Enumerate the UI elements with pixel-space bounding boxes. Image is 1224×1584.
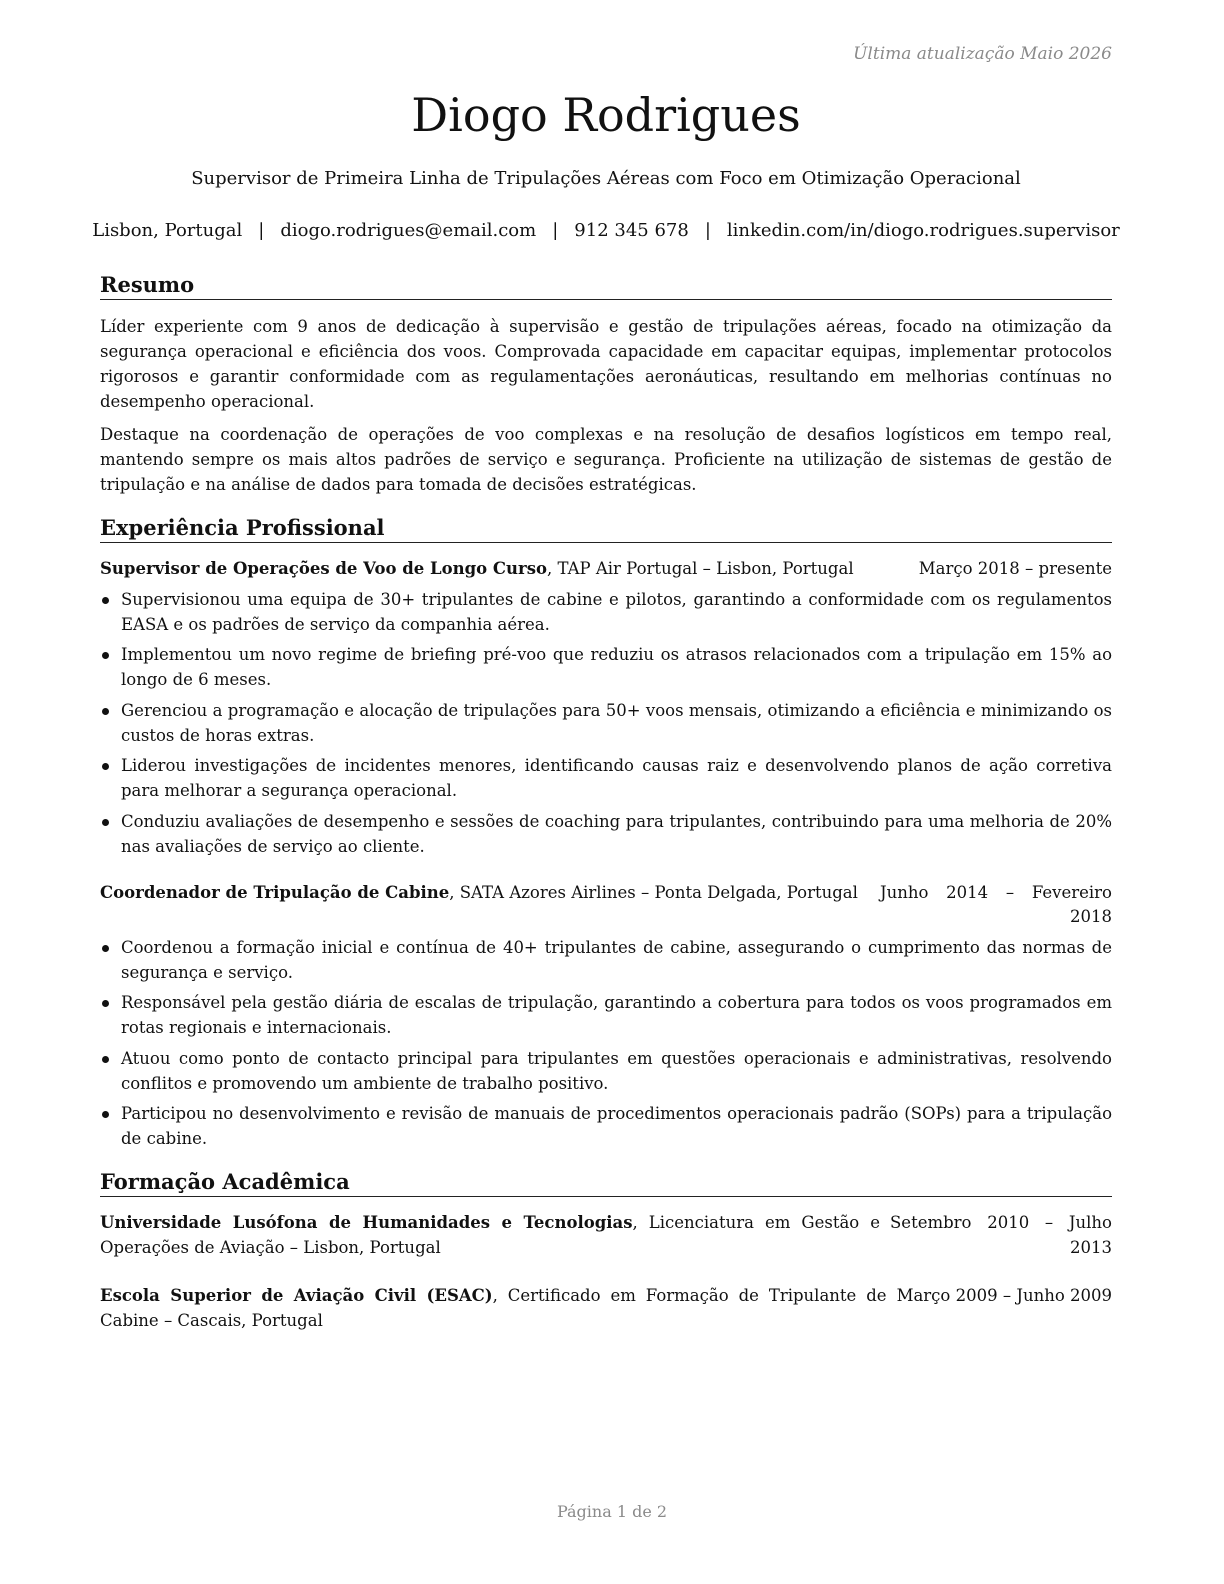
bullet-item: Liderou investigações de incidentes menores, identificando causas raiz e desenvolvendo planos de ação corretiva para melhorar a segurança operacional. — [100, 753, 1112, 803]
education-entry — [100, 1211, 1112, 1260]
bullet-item: Participou no desenvolvimento e revisão de manuais de procedimentos operacionais padrão (SOPs) para a tripulação de cabine. — [100, 1101, 1112, 1151]
job-bullets — [100, 935, 1112, 1152]
bullet-icon — [102, 1000, 109, 1007]
job-bullets — [100, 587, 1112, 859]
page-number: Página 1 de 2 — [556, 1502, 668, 1521]
section-title-experience: Experiência Profissional — [100, 515, 1112, 543]
job-dates: Março 2018 – presente — [918, 559, 1112, 578]
job-title: Coordenador de Tripulação de Cabine — [100, 882, 450, 902]
bullet-item: Responsável pela gestão diária de escalas de tripulação, garantindo a cobertura para todos os voos programados em rotas regionais e internacionais. — [100, 990, 1112, 1040]
education-detail: , Certificado em Formação de Tripulante de Cabine – Cascais, Portugal — [100, 1286, 887, 1330]
institution-name: Universidade Lusófona de Humanidades e Tecnologias — [100, 1213, 633, 1232]
job-company: , SATA Azores Airlines – Ponta Delgada, Portugal — [449, 882, 858, 902]
bullet-icon — [102, 708, 109, 715]
job-title: Supervisor de Operações de Voo de Longo Curso — [100, 559, 547, 578]
summary-paragraph: Destaque na coordenação de operações de voo complexas e na resolução de desafios logísticos em tempo real, mantendo sempre os mais altos padrões de serviço e segurança. Proficiente na utilização de sistemas de gestão de tripulação e na análise de dados para tomada de decisões estratégicas. — [100, 425, 1112, 494]
bullet-item: Coordenou a formação inicial e contínua de 40+ tripulantes de cabine, assegurando o cumprimento das normas de segurança e serviço. — [100, 935, 1112, 985]
contact-separator: | — [258, 220, 265, 241]
last-updated: Última atualização Maio 2026 — [853, 44, 1112, 64]
contact-separator: | — [552, 220, 559, 241]
bullet-icon — [102, 1056, 109, 1063]
resume-page — [92, 0, 1120, 1584]
summary-section — [100, 272, 1112, 497]
job-entry — [100, 881, 1112, 1152]
education-detail: , Licenciatura em Gestão e Operações de Aviação – Lisbon, Portugal — [100, 1213, 881, 1257]
job-company: , TAP Air Portugal – Lisbon, Portugal — [547, 559, 854, 578]
bullet-item: Conduziu avaliações de desempenho e sessões de coaching para tripulantes, contribuindo para uma melhoria de 20% nas avaliações de serviço ao cliente. — [100, 809, 1112, 859]
bullet-item: Gerenciou a programação e alocação de tripulações para 50+ voos mensais, otimizando a eficiência e minimizando os custos de horas extras. — [100, 698, 1112, 748]
bullet-icon — [102, 597, 109, 604]
candidate-name: Diogo Rodrigues — [411, 88, 801, 142]
education-entry — [100, 1284, 1112, 1333]
bullet-icon — [102, 945, 109, 952]
bullet-item: Atuou como ponto de contacto principal para tripulantes em questões operacionais e administrativas, resolvendo conflitos e promovendo um ambiente de trabalho positivo. — [100, 1046, 1112, 1096]
job-header — [100, 557, 1112, 582]
contact-linkedin[interactable]: linkedin.com/in/diogo.rodrigues.supervisor — [726, 220, 1120, 241]
bullet-icon — [102, 1111, 109, 1118]
summary-paragraph: Líder experiente com 9 anos de dedicação à supervisão e gestão de tripulações aéreas, focado na otimização da segurança operacional e eficiência dos voos. Comprovada capacidade em capacitar equipas, implementar protocolos rigorosos e garantir conformidade com as regulamentações aeronáuticas, resultando em melhorias contínuas no desempenho operacional. — [100, 317, 1112, 411]
contact-email[interactable]: diogo.rodrigues@email.com — [280, 220, 537, 241]
section-title-summary: Resumo — [100, 272, 1112, 300]
job-entry — [100, 557, 1112, 859]
experience-section — [100, 515, 1112, 1151]
bullet-icon — [102, 819, 109, 826]
bullet-item: Implementou um novo regime de briefing pré-voo que reduziu os atrasos relacionados com a tripulação em 15% ao longo de 6 meses. — [100, 642, 1112, 692]
education-dates: Março 2009 – Junho 2009 — [896, 1286, 1112, 1305]
contact-phone: 912 345 678 — [574, 220, 689, 241]
section-title-education: Formação Acadêmica — [100, 1169, 1112, 1197]
education-dates: Setembro 2010 – Julho 2013 — [890, 1213, 1112, 1257]
institution-name: Escola Superior de Aviação Civil (ESAC) — [100, 1286, 493, 1305]
contact-separator: | — [704, 220, 711, 241]
bullet-item: Supervisionou uma equipa de 30+ tripulantes de cabine e pilotos, garantindo a conformidade com os regulamentos EASA e os padrões de serviço da companhia aérea. — [100, 587, 1112, 637]
job-header — [100, 881, 1112, 930]
headline: Supervisor de Primeira Linha de Tripulações Aéreas com Foco em Otimização Operacional — [191, 168, 1021, 189]
contact-line — [80, 220, 1132, 241]
education-section — [100, 1169, 1112, 1333]
bullet-icon — [102, 652, 109, 659]
bullet-icon — [102, 763, 109, 770]
contact-location: Lisbon, Portugal — [92, 220, 243, 241]
job-dates: Junho 2014 – Fevereiro 2018 — [880, 882, 1112, 926]
resume-content — [100, 272, 1112, 1333]
